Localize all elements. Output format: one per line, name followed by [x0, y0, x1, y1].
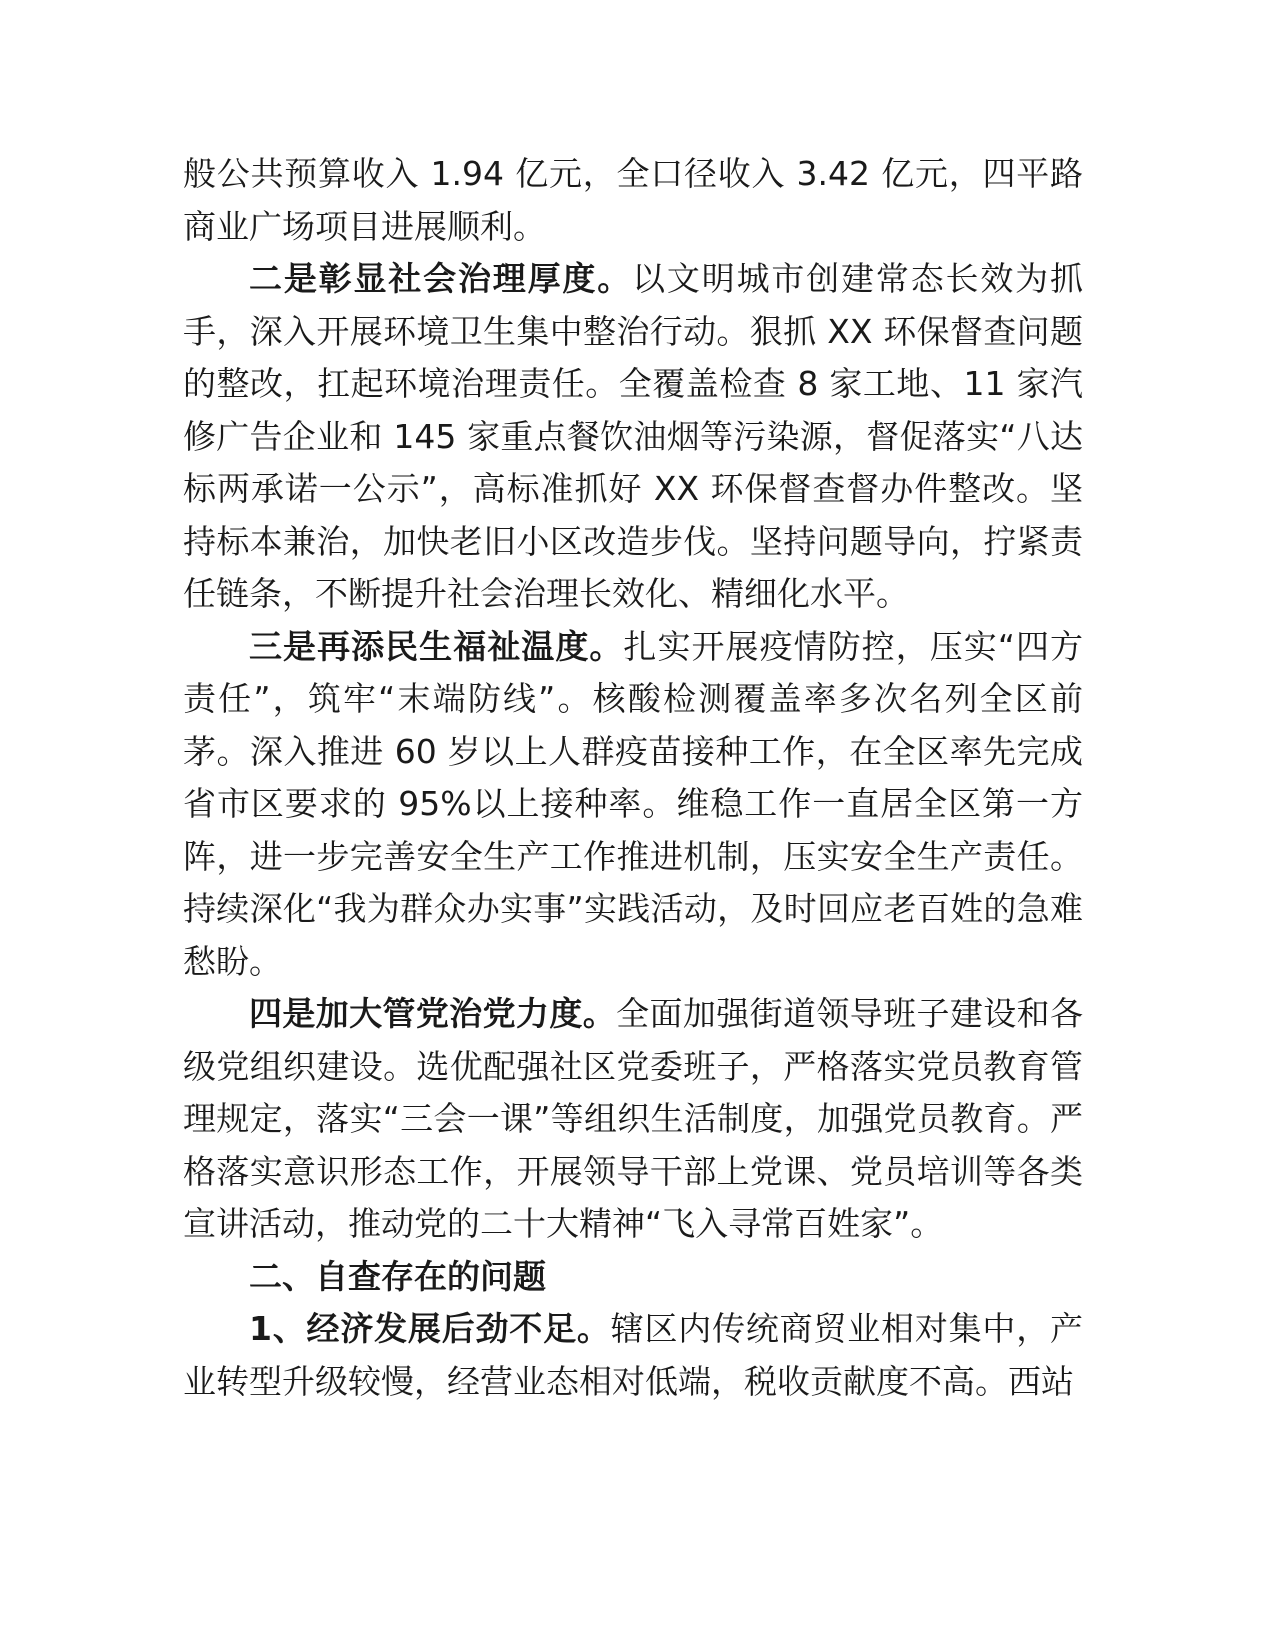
paragraph-budget-income: [183, 148, 1083, 253]
paragraph-livelihood: [183, 621, 1083, 989]
section-heading: 二、自查存在的问题: [249, 1256, 546, 1296]
paragraph-lead: 二是彰显社会治理厚度。: [249, 259, 633, 298]
paragraph-lead: 三是再添民生福祉温度。: [249, 626, 624, 666]
paragraph-social-governance: [183, 253, 1083, 621]
paragraph-text: 般公共预算收入 1.94 亿元，全口径收入 3.42 亿元，四平路商业广场项目进展顺利。: [183, 154, 1083, 246]
paragraph-problem-1: [183, 1303, 1083, 1408]
paragraph-text: 全面加强街道领导班子建设和各级党组织建设。选优配强社区党委班子，严格落实党员教育管理规定，落实“三会一课”等组织生活制度，加强党员教育。严格落实意识形态工作，开展领导干部上党课、党员培训等各类宣讲活动，推动党的二十大精神“飞入寻常百姓家”。: [183, 994, 1083, 1243]
paragraph-lead: 1、经济发展后劲不足。: [249, 1309, 611, 1348]
paragraph-text: 以文明城市创建常态长效为抓手，深入开展环境卫生集中整治行动。狠抓 XX 环保督查问题的整改，扛起环境治理责任。全覆盖检查 8 家工地、11 家汽修广告企业和 145 家重点餐饮油烟等污染源，督促落实“八达标两承诺一公示”，高标准抓好 XX 环保督查督办件整改。坚持标本兼治，加快老旧小区改造步伐。坚持问题导向，拧紧责任链条，不断提升社会治理长效化、精细化水平。: [183, 259, 1084, 613]
paragraph-lead: 四是加大管党治党力度。: [249, 994, 617, 1033]
paragraph-text: 扎实开展疫情防控，压实“四方责任”，筑牢“末端防线”。核酸检测覆盖率多次名列全区前茅。深入推进 60 岁以上人群疫苗接种工作，在全区率先完成省市区要求的 95%以上接种率。维稳工作一直居全区第一方阵，进一步完善安全生产工作推进机制，压实安全生产责任。持续深化“我为群众办实事”实践活动，及时回应老百姓的急难愁盼。: [183, 626, 1084, 981]
document-body: [183, 148, 1083, 1408]
paragraph-text: 辖区内传统商贸业相对集中，产业转型升级较慢，经营业态相对低端，税收贡献度不高。西站: [183, 1309, 1083, 1401]
paragraph-party-governance: [183, 988, 1083, 1251]
